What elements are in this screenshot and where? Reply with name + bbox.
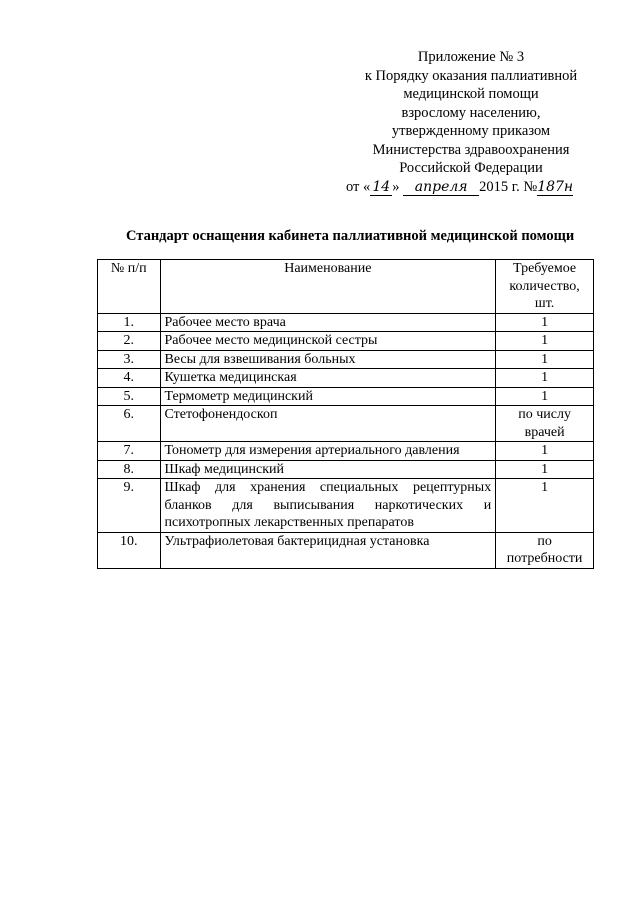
row-qty: 1 bbox=[496, 479, 594, 533]
header-line: к Порядку оказания паллиативной bbox=[364, 67, 578, 84]
document-title: Стандарт оснащения кабинета паллиативной медицинской помощи bbox=[126, 228, 575, 244]
handwritten-day: 14 bbox=[370, 180, 392, 196]
date-year: 2015 г. № bbox=[479, 178, 538, 195]
header-num: № п/п bbox=[98, 260, 161, 314]
row-num: 2. bbox=[98, 332, 161, 351]
row-num: 5. bbox=[98, 387, 161, 406]
order-date-line bbox=[340, 178, 602, 197]
table-header-row bbox=[98, 260, 594, 314]
row-name: Шкаф медицинский bbox=[160, 460, 496, 479]
row-name: Кушетка медицинская bbox=[160, 369, 496, 388]
equipment-table bbox=[97, 259, 594, 569]
table-row bbox=[98, 369, 594, 388]
header-line: Министерства здравоохранения bbox=[372, 141, 570, 158]
header-line: Российской Федерации bbox=[399, 160, 543, 176]
table-row bbox=[98, 460, 594, 479]
row-num: 10. bbox=[98, 532, 161, 568]
row-qty: 1 bbox=[496, 332, 594, 351]
table-row bbox=[98, 442, 594, 461]
row-num: 7. bbox=[98, 442, 161, 461]
handwritten-order-number: 187н bbox=[537, 178, 574, 195]
row-name: Ультрафиолетовая бактерицидная установка bbox=[160, 532, 496, 568]
appendix-number: Приложение № 3 bbox=[417, 49, 525, 65]
table-row bbox=[98, 406, 594, 442]
row-qty: 1 bbox=[496, 442, 594, 461]
header-qty: Требуемое количество, шт. bbox=[496, 260, 594, 314]
row-num: 8. bbox=[98, 460, 161, 479]
row-name: Весы для взвешивания больных bbox=[160, 350, 496, 369]
row-qty: по числу врачей bbox=[496, 406, 594, 442]
row-qty: по потребности bbox=[496, 532, 594, 568]
row-num: 6. bbox=[98, 406, 161, 442]
row-name: Стетофонендоскоп bbox=[160, 406, 496, 442]
row-name: Рабочее место медицинской сестры bbox=[160, 332, 496, 351]
row-qty: 1 bbox=[496, 369, 594, 388]
table-row bbox=[98, 350, 594, 369]
row-num: 4. bbox=[98, 369, 161, 388]
row-qty: 1 bbox=[496, 313, 594, 332]
table-row bbox=[98, 332, 594, 351]
header-name: Наименование bbox=[160, 260, 496, 314]
table-row bbox=[98, 387, 594, 406]
row-qty: 1 bbox=[496, 460, 594, 479]
row-name: Тонометр для измерения артериального давления bbox=[160, 442, 496, 461]
table-row bbox=[98, 532, 594, 568]
date-prefix: от « bbox=[346, 178, 371, 195]
header-line: взрослому населению, bbox=[401, 104, 541, 121]
handwritten-month: апреля bbox=[403, 180, 479, 196]
row-qty: 1 bbox=[496, 387, 594, 406]
row-name: Рабочее место врача bbox=[160, 313, 496, 332]
row-qty: 1 bbox=[496, 350, 594, 369]
row-name: Шкаф для хранения специальных рецептурных бланков для выписывания наркотических и психотропных лекарственных препаратов bbox=[160, 479, 496, 533]
row-num: 9. bbox=[98, 479, 161, 533]
header-line: утвержденному приказом bbox=[391, 123, 551, 139]
row-num: 3. bbox=[98, 350, 161, 369]
table-row bbox=[98, 479, 594, 533]
row-name: Термометр медицинский bbox=[160, 387, 496, 406]
appendix-header bbox=[340, 48, 602, 196]
row-num: 1. bbox=[98, 313, 161, 332]
header-line: медицинской помощи bbox=[403, 86, 539, 102]
date-quote: » bbox=[392, 178, 400, 195]
table-row bbox=[98, 313, 594, 332]
